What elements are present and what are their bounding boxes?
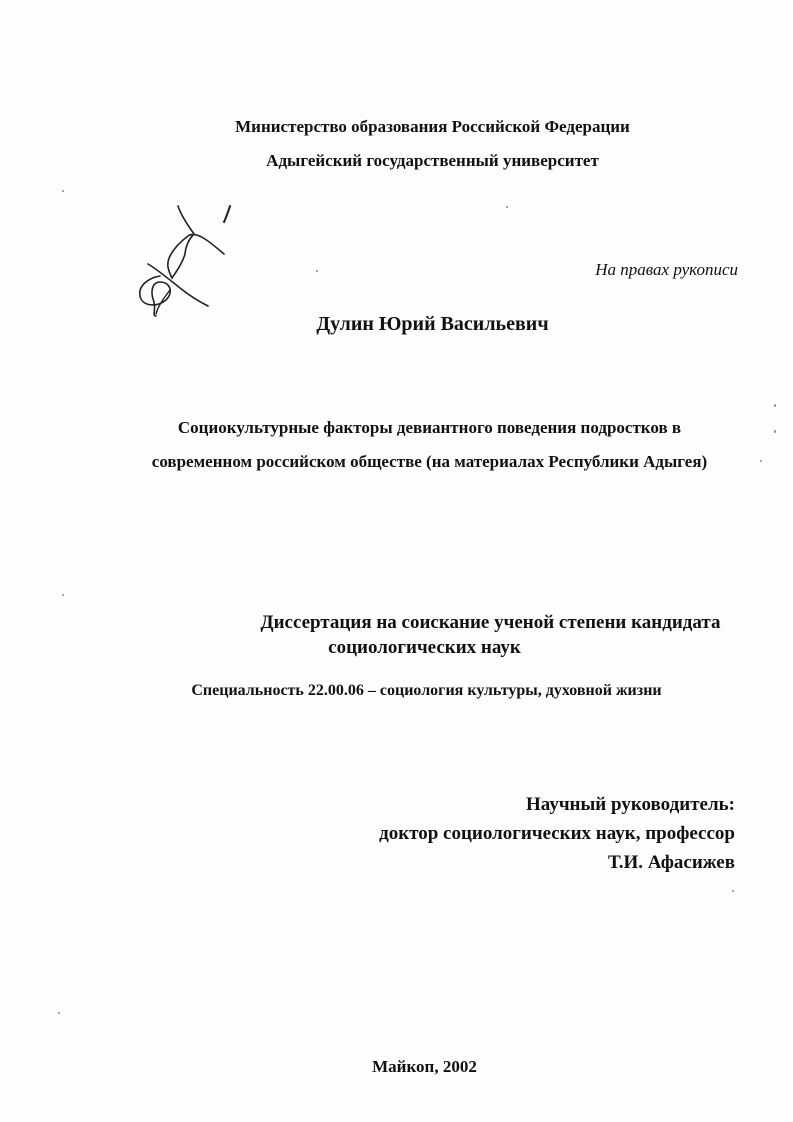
manuscript-note: На правах рукописи bbox=[595, 260, 738, 279]
supervisor-label: Научный руководитель: bbox=[526, 794, 735, 815]
supervisor-block bbox=[379, 790, 735, 877]
scan-speck bbox=[774, 430, 776, 433]
scan-speck bbox=[316, 270, 318, 272]
handwritten-signature-icon bbox=[130, 198, 240, 323]
university-heading: Адыгейский государственный университет bbox=[266, 151, 599, 170]
scan-speck bbox=[506, 206, 508, 208]
scan-speck bbox=[62, 190, 64, 192]
specialty-line: Специальность 22.00.06 – социология культуры, духовной жизни bbox=[191, 682, 662, 699]
degree-line-1: Диссертация на соискание ученой степени кандидата bbox=[260, 612, 721, 633]
dissertation-title-line-2: современном российском обществе (на материалах Республики Адыгея) bbox=[151, 452, 708, 471]
dissertation-title-line-1: Социокультурные факторы девиантного поведения подростков в bbox=[177, 418, 682, 437]
supervisor-name: Т.И. Афасижев bbox=[607, 852, 735, 873]
supervisor-rank: доктор социологических наук, профессор bbox=[379, 823, 735, 844]
scan-speck bbox=[774, 404, 776, 407]
scan-speck bbox=[760, 460, 762, 462]
scan-speck bbox=[732, 890, 734, 892]
ministry-heading: Министерство образования Российской Федерации bbox=[235, 117, 630, 136]
scan-speck bbox=[58, 1012, 60, 1014]
degree-line-2: социологических наук bbox=[328, 637, 521, 658]
scan-speck bbox=[62, 594, 64, 596]
city-year: Майкоп, 2002 bbox=[372, 1057, 477, 1076]
author-name: Дулин Юрий Васильевич bbox=[316, 313, 549, 335]
